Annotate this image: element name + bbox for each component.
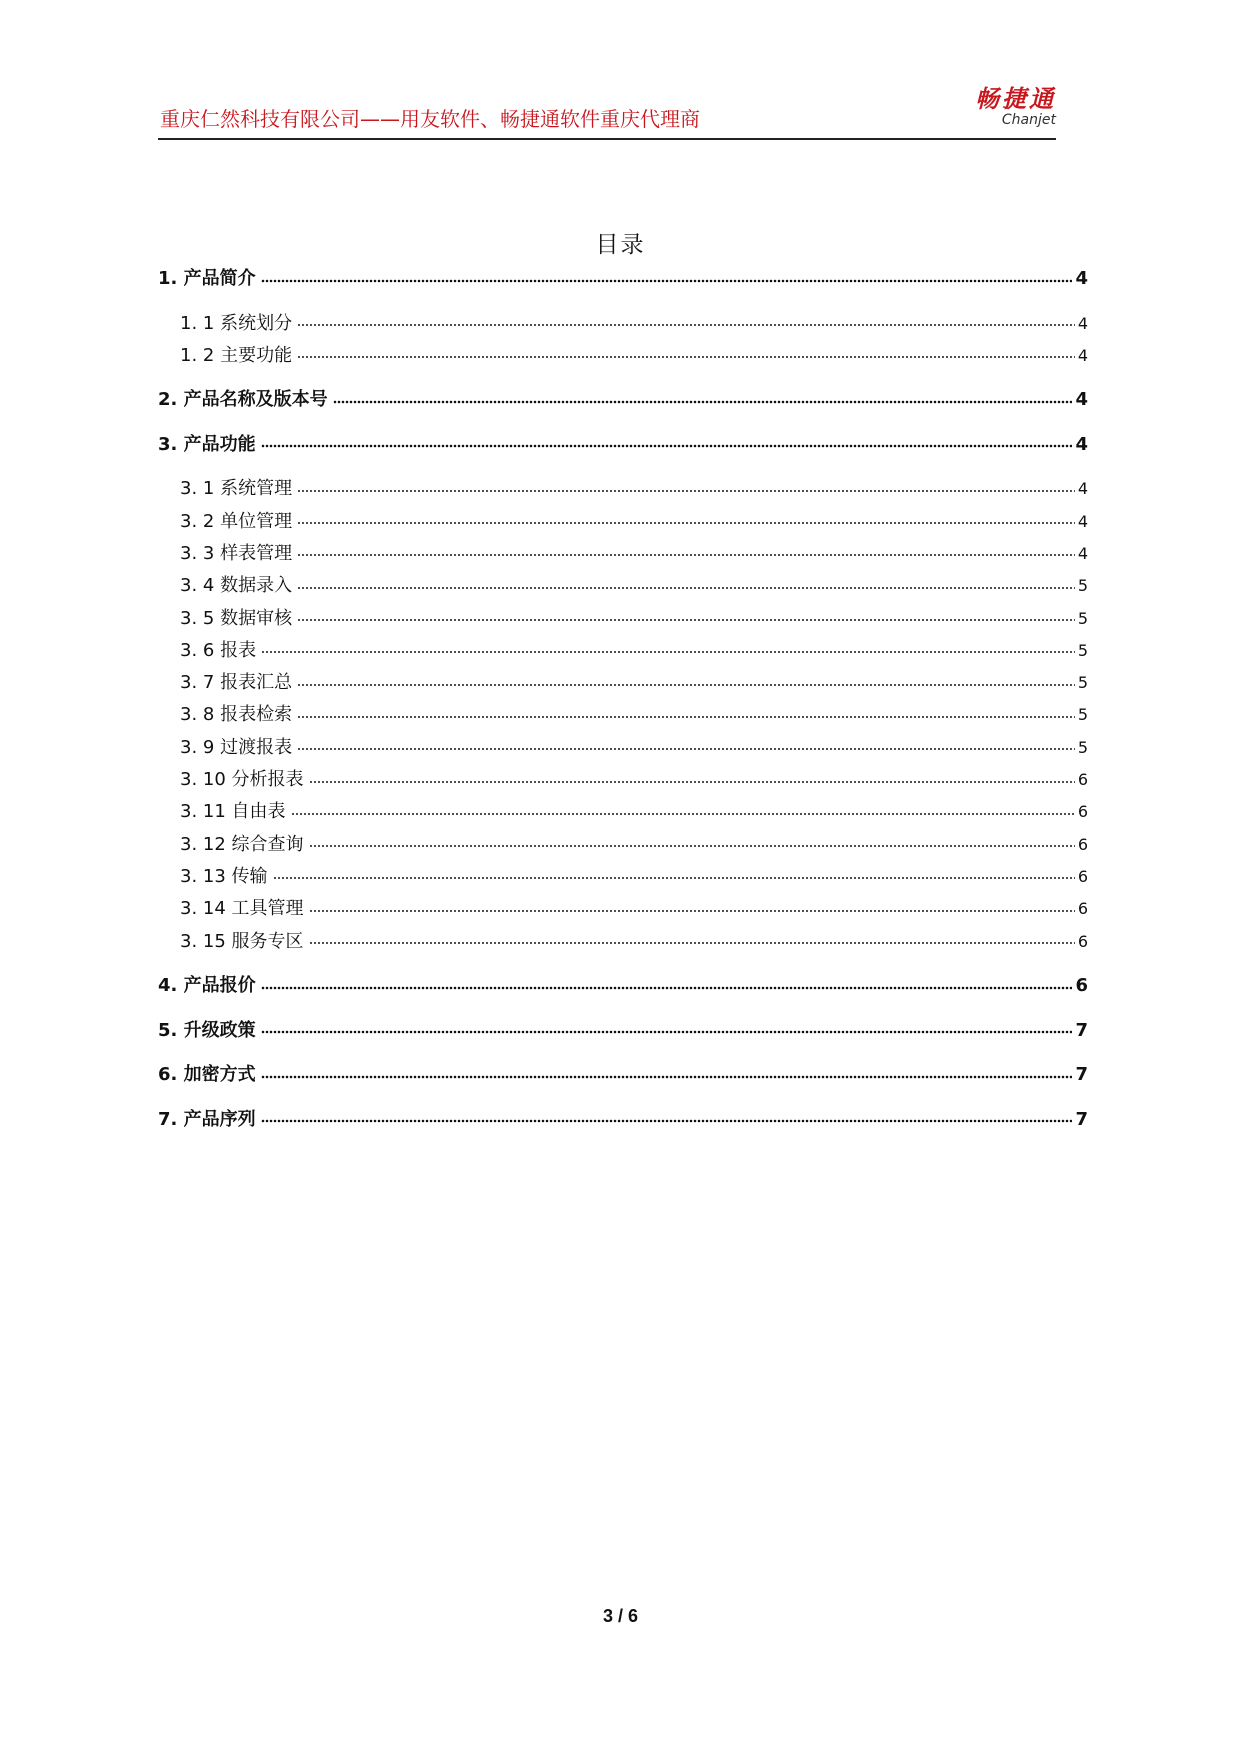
toc-entry-label: 3. 9 过渡报表 [180, 736, 293, 758]
toc-entry-label: 6. 加密方式 [158, 1064, 256, 1085]
toc-entry-page: 6 [1077, 899, 1088, 919]
toc-entry-page: 7 [1075, 1019, 1088, 1041]
toc-entry-label: 4. 产品报价 [158, 975, 256, 996]
toc-entry[interactable] [180, 863, 1088, 891]
header-company-text: 重庆仁然科技有限公司——用友软件、畅捷通软件重庆代理商 [160, 107, 700, 131]
toc-dot-leader [309, 843, 1075, 850]
toc-entry-page: 5 [1077, 705, 1088, 725]
toc-entry[interactable] [180, 342, 1088, 370]
toc-entry-page: 7 [1075, 1064, 1088, 1085]
toc-entry-label: 3. 产品功能 [158, 433, 256, 455]
toc-dot-leader [333, 398, 1073, 405]
toc-entry-label: 3. 10 分析报表 [180, 769, 304, 790]
toc-dot-leader [297, 681, 1075, 688]
toc-dot-leader [309, 907, 1075, 914]
logo-english-text: Chanjet [1001, 112, 1056, 128]
toc-dot-leader [297, 552, 1075, 559]
toc-entry-label: 3. 1 系统管理 [180, 478, 293, 500]
toc-entry-label: 3. 13 传输 [180, 865, 268, 887]
toc-entry[interactable] [180, 701, 1088, 729]
toc-entry-label: 3. 3 样表管理 [180, 542, 293, 564]
toc-dot-leader [261, 1073, 1073, 1080]
toc-entry-page: 6 [1075, 975, 1088, 996]
toc-entry-page: 5 [1077, 737, 1088, 757]
toc-entry-label: 3. 6 报表 [180, 639, 257, 661]
toc-entry-label: 1. 产品简介 [158, 268, 256, 289]
toc-entry[interactable] [180, 605, 1088, 633]
page-number: 3 / 6 [602, 1606, 639, 1626]
toc-entry-page: 4 [1077, 511, 1088, 531]
toc-entry-page: 4 [1077, 313, 1088, 333]
toc-entry[interactable] [180, 508, 1088, 536]
toc-entry-label: 3. 8 报表检索 [180, 704, 293, 726]
toc-entry-page: 6 [1077, 770, 1088, 789]
toc-entry-page: 4 [1075, 389, 1088, 411]
toc-entry-label: 3. 12 综合查询 [180, 833, 304, 855]
toc-dot-leader [291, 810, 1075, 817]
toc-entry-page: 6 [1077, 866, 1088, 886]
toc-entry-page: 6 [1077, 802, 1088, 822]
toc-dot-leader [297, 746, 1075, 753]
toc-entry[interactable] [180, 928, 1088, 956]
toc-dot-leader [261, 649, 1075, 656]
toc-entry[interactable] [180, 798, 1088, 826]
logo-chinese-text: 畅捷通 [975, 85, 1056, 113]
toc-dot-leader [261, 1118, 1073, 1125]
toc-dot-leader [261, 443, 1073, 450]
toc-entry-page: 5 [1077, 576, 1088, 596]
toc-entry[interactable] [180, 766, 1088, 794]
toc-entry-label: 3. 11 自由表 [180, 801, 286, 823]
toc-dot-leader [297, 487, 1075, 494]
toc-dot-leader [261, 277, 1073, 284]
toc-entry-page: 6 [1077, 931, 1088, 951]
toc-dot-leader [297, 322, 1075, 329]
toc-entry-page: 4 [1077, 479, 1088, 499]
toc-entry[interactable] [180, 572, 1088, 600]
toc-entry-page: 5 [1077, 640, 1088, 660]
toc-entry[interactable] [180, 475, 1088, 503]
toc-entry-label: 3. 15 服务专区 [180, 930, 304, 952]
toc-entry-label: 3. 5 数据审核 [180, 607, 293, 629]
toc-entry-label: 5. 升级政策 [158, 1019, 256, 1041]
toc-dot-leader [297, 584, 1075, 591]
toc-dot-leader [261, 1029, 1073, 1036]
toc-dot-leader [309, 778, 1075, 785]
toc-entry-page: 4 [1075, 433, 1088, 455]
toc-entry-label: 1. 2 主要功能 [180, 344, 293, 366]
toc-entry-label: 2. 产品名称及版本号 [158, 389, 328, 411]
toc-entry-page: 4 [1077, 345, 1088, 365]
toc-entry[interactable] [180, 540, 1088, 568]
toc-dot-leader [297, 713, 1075, 720]
toc-entry-label: 3. 4 数据录入 [180, 575, 293, 597]
toc-entry-label: 3. 7 报表汇总 [180, 672, 293, 694]
page-header [158, 84, 1056, 140]
toc-dot-leader [273, 875, 1075, 882]
toc-entry-label: 3. 2 单位管理 [180, 510, 293, 532]
toc-entry[interactable] [180, 310, 1088, 338]
toc-entry-label: 1. 1 系统划分 [180, 312, 293, 334]
toc-entry[interactable] [158, 972, 1088, 1000]
toc-entry-page: 6 [1077, 834, 1088, 854]
toc-entry-label: 7. 产品序列 [158, 1108, 256, 1130]
toc-entry[interactable] [180, 734, 1088, 762]
toc-entry-page: 5 [1077, 673, 1088, 693]
toc-entry[interactable] [158, 265, 1088, 293]
toc-entry-page: 4 [1075, 268, 1088, 289]
toc-entry[interactable] [180, 831, 1088, 859]
toc-entry-page: 5 [1077, 608, 1088, 628]
toc-entry-page: 7 [1075, 1108, 1088, 1130]
toc-entry[interactable] [180, 637, 1088, 665]
toc-entry[interactable] [158, 386, 1088, 414]
toc-entry[interactable] [158, 1061, 1088, 1089]
toc-entry[interactable] [158, 431, 1088, 459]
toc-title: 目录 [595, 232, 646, 258]
toc-dot-leader [309, 940, 1075, 947]
toc-dot-leader [297, 617, 1075, 624]
chanjet-logo [946, 86, 1056, 130]
toc-entry[interactable] [180, 669, 1088, 697]
toc-entry[interactable] [158, 1106, 1088, 1134]
toc-entry[interactable] [158, 1017, 1088, 1045]
toc-entry[interactable] [180, 895, 1088, 923]
toc-dot-leader [261, 984, 1073, 991]
toc-dot-leader [297, 520, 1075, 527]
toc-dot-leader [297, 354, 1075, 361]
toc-entry-page: 4 [1077, 543, 1088, 563]
toc-entry-label: 3. 14 工具管理 [180, 898, 304, 920]
